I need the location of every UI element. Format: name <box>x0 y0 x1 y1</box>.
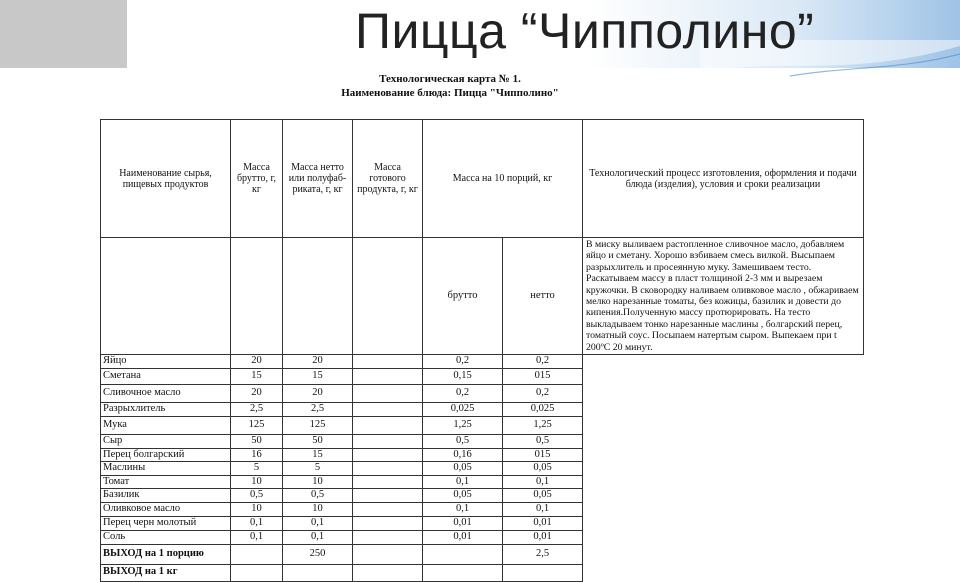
table-row <box>101 530 864 544</box>
ingredient-ready <box>353 385 423 403</box>
header-ready: Масса готового продукта, г, кг <box>353 120 423 238</box>
ingredient-brutto-10: 0,01 <box>423 516 503 530</box>
subheader-spacer <box>353 238 423 355</box>
ingredient-netto-10: 0,01 <box>503 516 583 530</box>
dish-name: Наименование блюда: Пицца "Чипполино" <box>341 87 559 99</box>
table-row <box>101 385 864 403</box>
card-header <box>300 72 600 100</box>
tech-card-table <box>100 119 864 582</box>
yield-empty <box>503 564 583 581</box>
ingredient-ready <box>353 489 423 503</box>
ingredient-brutto: 10 <box>231 475 283 489</box>
ingredients-body <box>101 355 864 545</box>
yield-empty <box>353 544 423 564</box>
subheader-brutto: брутто <box>423 238 503 355</box>
ingredient-netto-10: 0,1 <box>503 503 583 517</box>
ingredient-netto-10: 015 <box>503 448 583 462</box>
ingredient-name: Сметана <box>101 369 231 385</box>
ingredient-name: Соль <box>101 530 231 544</box>
ingredient-ready <box>353 417 423 435</box>
table-row <box>101 475 864 489</box>
ingredient-brutto-10: 0,2 <box>423 385 503 403</box>
ingredient-ready <box>353 448 423 462</box>
ingredient-brutto: 10 <box>231 503 283 517</box>
yield-empty <box>231 544 283 564</box>
ingredient-netto-10: 0,2 <box>503 355 583 369</box>
header-name: Наименование сырья, пищевых продуктов <box>101 120 231 238</box>
ingredient-brutto-10: 0,15 <box>423 369 503 385</box>
ingredient-brutto-10: 0,01 <box>423 530 503 544</box>
ingredient-netto: 2,5 <box>283 403 353 417</box>
ingredient-netto: 0,5 <box>283 489 353 503</box>
yield-ten-value: 2,5 <box>503 544 583 564</box>
ingredient-brutto-10: 1,25 <box>423 417 503 435</box>
process-description: В миску выливаем растопленное сливочное масло, добавляем яйцо и сметану. Хорошо взбиваем смесь вилкой. Высыпаем разрыхлитель и просеянную муку. Замешиваем тесто. Раскатываем массу в пласт толщиной 2-3 мм и вырезаем кружочки. В сковородку наливаем оливковое масло , обжариваем мелко нарезанные томаты, без кожицы, базилик и довести до кипения.Полученную массу протюрировать. На тесто выкладываем тонко нарезанные маслины , болгарский перец, томатный соус. Посыпаем натертым сыром. Выпекаем при t 200ºС 20 минут. <box>583 238 864 355</box>
subheader-spacer <box>283 238 353 355</box>
ingredient-name: Разрыхлитель <box>101 403 231 417</box>
ingredient-name: Сыр <box>101 435 231 449</box>
ingredient-netto: 5 <box>283 462 353 476</box>
ingredient-netto-10: 015 <box>503 369 583 385</box>
ingredient-brutto-10: 0,1 <box>423 503 503 517</box>
header-brutto: Масса брутто, г, кг <box>231 120 283 238</box>
slide-title: Пицца “Чипполино” <box>355 3 815 59</box>
decorative-gray-block <box>0 0 127 68</box>
ingredient-brutto: 125 <box>231 417 283 435</box>
ingredient-netto: 10 <box>283 475 353 489</box>
ingredient-netto: 50 <box>283 435 353 449</box>
ingredient-ready <box>353 355 423 369</box>
ingredient-ready <box>353 475 423 489</box>
subheader-netto: нетто <box>503 238 583 355</box>
ingredient-ready <box>353 435 423 449</box>
ingredient-netto: 15 <box>283 448 353 462</box>
ingredient-netto: 15 <box>283 369 353 385</box>
ingredient-name: Перец черн молотый <box>101 516 231 530</box>
ingredient-netto: 0,1 <box>283 530 353 544</box>
subheader-spacer <box>231 238 283 355</box>
yield-empty <box>423 544 503 564</box>
ingredient-name: Перец болгарский <box>101 448 231 462</box>
ingredient-brutto: 0,1 <box>231 516 283 530</box>
ingredient-netto: 20 <box>283 385 353 403</box>
yield-portion-value: 250 <box>283 544 353 564</box>
ingredient-brutto-10: 0,025 <box>423 403 503 417</box>
ingredient-ready <box>353 369 423 385</box>
header-ten-portions: Масса на 10 порций, кг <box>423 120 583 238</box>
ingredient-brutto: 2,5 <box>231 403 283 417</box>
ingredient-brutto-10: 0,05 <box>423 489 503 503</box>
ingredient-netto-10: 0,05 <box>503 462 583 476</box>
ingredient-netto: 125 <box>283 417 353 435</box>
table-row <box>101 462 864 476</box>
ingredient-netto-10: 0,01 <box>503 530 583 544</box>
ingredient-brutto: 20 <box>231 355 283 369</box>
card-title: Технологическая карта № 1. <box>379 73 521 85</box>
table-row <box>101 435 864 449</box>
ingredient-ready <box>353 503 423 517</box>
ingredient-brutto: 20 <box>231 385 283 403</box>
ingredient-name: Томат <box>101 475 231 489</box>
header-netto: Масса нетто или полуфаб-риката, г, кг <box>283 120 353 238</box>
ingredient-netto-10: 0,5 <box>503 435 583 449</box>
ingredient-ready <box>353 516 423 530</box>
ingredient-netto-10: 0,025 <box>503 403 583 417</box>
ingredient-name: Яйцо <box>101 355 231 369</box>
table-row <box>101 417 864 435</box>
ingredient-name: Базилик <box>101 489 231 503</box>
ingredient-brutto-10: 0,2 <box>423 355 503 369</box>
ingredient-netto: 0,1 <box>283 516 353 530</box>
ingredient-brutto: 50 <box>231 435 283 449</box>
ingredient-netto: 10 <box>283 503 353 517</box>
ingredient-name: Мука <box>101 417 231 435</box>
table-row <box>101 503 864 517</box>
ingredient-name: Сливочное масло <box>101 385 231 403</box>
ingredient-brutto-10: 0,05 <box>423 462 503 476</box>
ingredient-netto-10: 0,2 <box>503 385 583 403</box>
ingredient-brutto-10: 0,16 <box>423 448 503 462</box>
ingredient-brutto: 0,5 <box>231 489 283 503</box>
ingredient-netto: 20 <box>283 355 353 369</box>
ingredient-ready <box>353 530 423 544</box>
ingredient-name: Оливковое масло <box>101 503 231 517</box>
ingredient-brutto: 16 <box>231 448 283 462</box>
ingredient-brutto: 0,1 <box>231 530 283 544</box>
ingredient-netto-10: 0,1 <box>503 475 583 489</box>
yield-empty <box>283 564 353 581</box>
table-row <box>101 448 864 462</box>
table-row <box>101 516 864 530</box>
table-row <box>101 369 864 385</box>
ingredient-brutto: 15 <box>231 369 283 385</box>
yield-portion-label: ВЫХОД на 1 порцию <box>101 544 231 564</box>
yield-empty <box>423 564 503 581</box>
ingredient-brutto: 5 <box>231 462 283 476</box>
table-row <box>101 403 864 417</box>
ingredient-netto-10: 0,05 <box>503 489 583 503</box>
table-row <box>101 355 864 369</box>
yield-kg-label: ВЫХОД на 1 кг <box>101 564 231 581</box>
table-row <box>101 489 864 503</box>
yield-empty <box>231 564 283 581</box>
subheader-spacer <box>101 238 231 355</box>
ingredient-netto-10: 1,25 <box>503 417 583 435</box>
ingredient-name: Маслины <box>101 462 231 476</box>
ingredient-brutto-10: 0,5 <box>423 435 503 449</box>
header-process: Технологический процесс изготовления, оформления и подачи блюда (изделия), условия и сроки реализации <box>583 120 864 238</box>
ingredient-ready <box>353 462 423 476</box>
yield-empty <box>353 564 423 581</box>
ingredient-brutto-10: 0,1 <box>423 475 503 489</box>
ingredient-ready <box>353 403 423 417</box>
